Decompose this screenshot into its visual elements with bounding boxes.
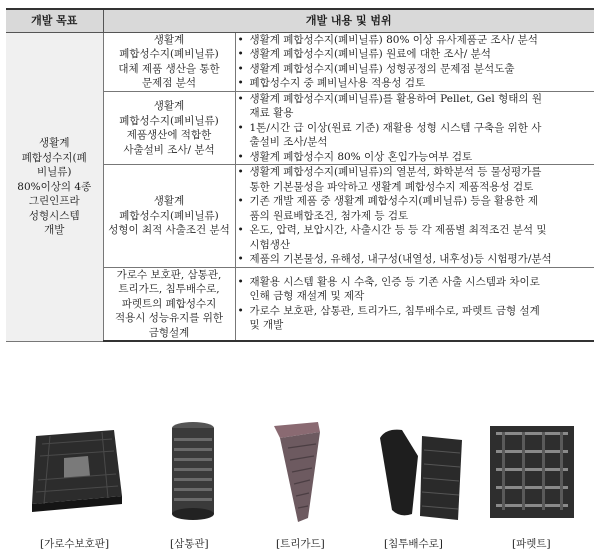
scope-item: [236, 62, 595, 76]
category-line: 폐합성수지(폐비닐류): [119, 209, 219, 222]
goal-line: 생활계: [39, 137, 70, 150]
scope-item-line: 인해 금형 재설계 및 제작: [249, 290, 365, 303]
category-line: 생활계: [153, 100, 185, 113]
scope-item-line: 출설비 조사/분석: [249, 136, 328, 149]
scope-item-line: 통한 기본물성을 파악하고 생활계 폐합성수지 제품적용성 검토: [249, 180, 534, 193]
scope-item: [236, 304, 595, 333]
header-scope: 개발 내용 및 범위: [103, 9, 594, 33]
scope-item-line: 시험생산: [249, 238, 291, 251]
development-table: [6, 8, 594, 342]
goal-line: 비닐류): [36, 166, 72, 179]
product-captions: [0, 536, 600, 552]
scope-item-line: 품의 원료배합조건, 첨가제 등 검토: [249, 209, 409, 222]
scope-item: [236, 252, 595, 266]
scope-cell: [235, 33, 594, 92]
category-line: 성형이 최적 사출조건 분석: [108, 224, 230, 237]
scope-item-line: • 생활계 폐합성수지(폐비닐류) 80% 이상 유사제품군 조사/ 분석: [249, 34, 538, 46]
scope-list: [236, 165, 595, 266]
category-cell: [103, 267, 235, 341]
scope-item-line: 및 개발: [249, 319, 284, 332]
scope-item: [236, 150, 595, 164]
category-cell: [103, 33, 235, 92]
three-way-pipe-icon: [166, 416, 220, 526]
scope-item-line: • 생활계 폐합성수지(폐비닐류) 성형공정의 문제점 분석도출: [249, 62, 515, 75]
category-cell: [103, 91, 235, 164]
category-line: 트리가드, 침투배수로,: [118, 283, 220, 296]
scope-item: [236, 194, 595, 223]
category-line: 가로수 보호판, 삼통관,: [116, 268, 222, 281]
scope-item-line: • 재활용 시스템 활용 시 수축, 인증 등 기존 사출 시스템과 차이로: [249, 275, 540, 288]
table-row: [6, 33, 594, 92]
scope-item: [236, 92, 595, 121]
scope-list: [236, 275, 595, 333]
scope-item-line: • 기존 개발 제품 중 생활계 폐합성수지(폐비닐류) 등을 활용한 제: [249, 195, 538, 208]
scope-item-line: • 생활계 폐합성수지(폐비닐류)를 활용하여 Pellet, Gel 형태의 원: [249, 92, 542, 105]
category-line: 생활계: [153, 34, 185, 46]
caption-tree-guard: [트리가드]: [276, 538, 325, 550]
scope-item-line: • 생활계 폐합성수지 80% 이상 혼입가능여부 검토: [249, 150, 473, 163]
scope-list: [236, 33, 595, 91]
scope-list: [236, 92, 595, 164]
category-line: 금형설계: [148, 326, 190, 339]
product-photos: [0, 416, 600, 536]
caption-drainage-channel: [침투배수로]: [384, 538, 443, 550]
goal-line: 성형시스템: [28, 209, 80, 222]
category-line: 적용시 성능유지를 위한: [114, 312, 224, 325]
scope-item: [236, 33, 595, 47]
category-line: 파렛트의 폐합성수지: [121, 297, 217, 310]
goal-cell: [6, 33, 103, 342]
goal-line: 폐합성수지(폐: [21, 151, 87, 164]
scope-item-line: • 온도, 압력, 보압시간, 사출시간 등 등 각 제품별 최적조건 분석 및: [249, 224, 547, 237]
table-body: [6, 33, 594, 342]
pallet-icon: [484, 416, 580, 526]
category-line: 대체 제품 생산을 통한: [118, 62, 220, 75]
category-line: 폐합성수지(폐비닐류): [119, 114, 219, 127]
drainage-channel-icon: [372, 416, 468, 524]
scope-cell: [235, 91, 594, 164]
caption-tree-guard-plate: [가로수보호판]: [40, 538, 110, 550]
scope-item-line: • 제품의 기본물성, 유해성, 내구성(내열성, 내후성)등 시험평가/분석: [249, 253, 552, 266]
tree-guard-plate-icon: [28, 416, 126, 522]
scope-cell: [235, 165, 594, 267]
scope-item: [236, 121, 595, 150]
category-line: 폐합성수지(폐비닐류): [119, 48, 219, 61]
goal-line: 개발: [44, 224, 65, 237]
scope-item-line: • 생활계 폐합성수지(폐비닐류) 원료에 대한 조사/ 분석: [249, 48, 491, 61]
scope-item-line: • 생활계 폐합성수지(폐비닐류)의 열분석, 화학분석 등 물성평가를: [249, 166, 542, 179]
category-line: 생활계: [153, 195, 185, 208]
caption-three-way-pipe: [삼통관]: [170, 538, 209, 550]
category-line: 문제점 분석: [141, 77, 197, 90]
category-cell: [103, 165, 235, 267]
scope-item: [236, 223, 595, 252]
scope-item-line: 재료 활용: [249, 107, 294, 120]
caption-pallet: [파렛트]: [512, 538, 551, 550]
category-line: 제품생산에 적합한: [126, 129, 212, 142]
scope-item: [236, 165, 595, 194]
tree-guard-icon: [268, 418, 338, 526]
goal-line: 80%이상의 4종: [17, 180, 92, 193]
goal-line: 그린인프라: [28, 195, 80, 208]
header-goal: 개발 목표: [6, 9, 103, 33]
scope-item: [236, 275, 595, 304]
scope-item: [236, 47, 595, 61]
scope-cell: [235, 267, 594, 341]
scope-item-line: • 폐합성수지 중 폐비닐사용 적용성 검토: [249, 77, 426, 90]
scope-item-line: • 1톤/시간 급 이상(원료 기준) 재활용 성형 시스템 구축을 위한 사: [249, 121, 542, 134]
scope-item: [236, 76, 595, 90]
category-line: 사출설비 조사/ 분석: [123, 143, 215, 156]
scope-item-line: • 가로수 보호판, 삼통관, 트리가드, 침투배수로, 파렛트 금형 설계: [249, 304, 540, 317]
